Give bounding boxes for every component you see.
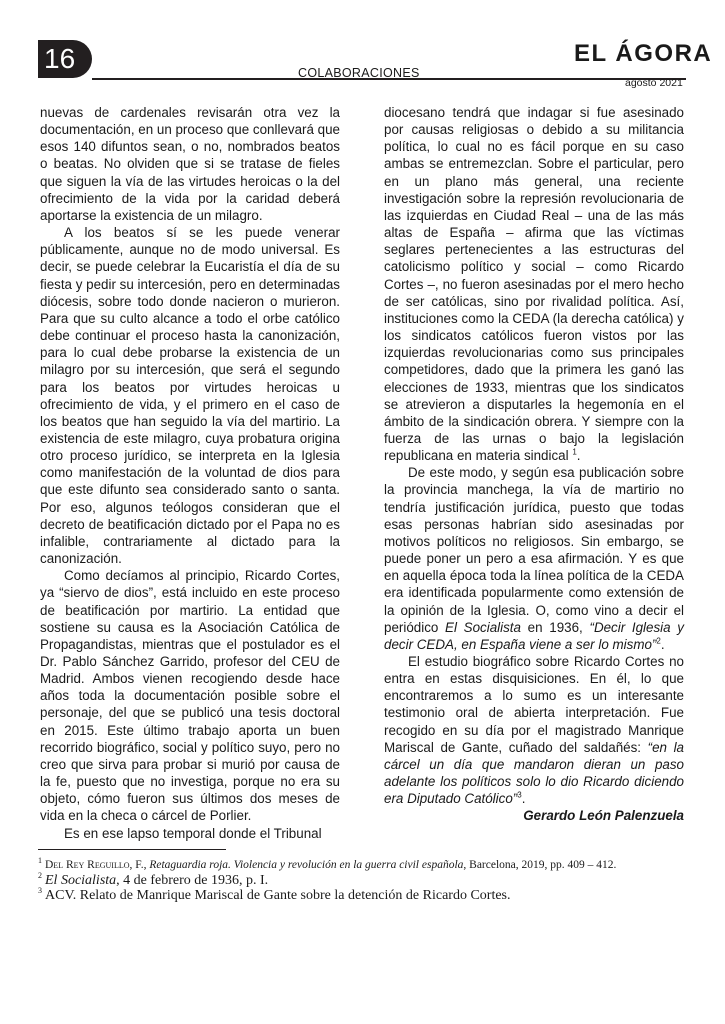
quote: “Decir Iglesia y decir CEDA, en España viene a ser lo mismo” (384, 619, 684, 652)
section-label: COLABORACIONES (298, 66, 420, 80)
footnote: $^3$ ACV. Relato de Manrique Mariscal de Gante sobre la detención de Ricardo Cortes. (38, 886, 511, 903)
footnote-rule (38, 849, 226, 850)
page-number-badge: 16 (38, 40, 92, 78)
magazine-logo: EL ÁGORA (574, 40, 713, 67)
paragraph: diocesano tendrá que indagar si fue asesinado por causas religiosas o debido a su militancia política, lo cual no es fácil porque en su caso ambas se entremezclan. Sobre el particular, pero en un plano más general, una reciente investigación sobre la represión revolucionaria de las izquierdas en Ciudad Real – una de las más altas de España – afirma que las víctimas seglares pertenecientes a las estructuras del catolicismo político y social – como Ricardo Cortes –, no fueron asesinadas por el mero hecho de ser católicas, sino por rivalidad política. Así, instituciones como la CEDA (la derecha católica) y los sindicatos católicos fueron vistos por las izquierdas revolucionarias como sus principales competidores, dado que la primera les ganó las elecciones de 1933, mientras que los sindicatos se atrevieron a disputarles la hegemonía en el ámbito de la sindicación obrera. Y siempre con la fuerza de las urnas o bajo la legislación republicana en materia sindical $^1$. (384, 105, 684, 464)
paragraph: El estudio biográfico sobre Ricardo Cortes no entra en estas disquisiciones. En él, lo que encontraremos a lo sumo es un interesante testimonio oral de abierta interpretación. Fue recogido en su día por el magistrado Manrique Mariscal de Gante, cuñado del saldañés: “en la cárcel un día que mandaron dieran un paso adelante los políticos solo lo dio Ricardo diciendo era Diputado Católico”$^3$. (384, 654, 684, 807)
footnotes (38, 858, 688, 903)
footnote-ref: 3 (517, 790, 522, 800)
paragraph: nuevas de cardenales revisarán otra vez la documentación, en un proceso que conllevará que esos 140 difuntos sean, o no, nombrados beatos o beatas. No olviden que si se tratase de fieles que siguen la vía de las virtudes heroicas o la del ofrecimiento de la vida por la caridad deberá aportarse la existencia de un milagro. (40, 105, 341, 223)
paragraph: Es en ese lapso temporal donde el Tribunal (64, 825, 322, 841)
article-right-column (384, 104, 684, 825)
footnote: $^1$ Del Rey Reguillo, F., Retaguardia roja. Violencia y revolución en la guerra civil española, Barcelona, 2019, pp. 409 – 412. (38, 856, 617, 871)
paragraph: A los beatos sí se les puede venerar públicamente, aunque no de modo universal. Es decir, se puede celebrar la Eucaristía el día de su fiesta y pedir su intercesión, pero en determinadas diócesis, sobre todo donde nacieron o murieron. Para que su culto alcance a todo el orbe católico debe continuar el proceso hasta la canonización, para lo cual debe probarse la existencia de un milagro por su intercesión, que será el segundo para los beatos por virtudes heroicas u ofrecimiento de vida, y el primero en el caso de los beatos que han seguido la vía del martirio. La existencia de este milagro, cuya probatura origina otro proceso jurídico, se interpreta en la Iglesia como manifestación de la voluntad de dios para que este difunto sea considerado santo o santa. Por eso, algunos teólogos consideran que el decreto de beatificación dictado por el Papa no es infalible, contrariamente al dictado para la canonización. (40, 225, 340, 567)
paragraph: De este modo, y según esa publicación sobre la provincia manchega, la vía de martirio no tendría justificación jurídica, puesto que todas esas personas habrían sido asesinadas por motivos políticos no religiosos. Sin embargo, se puede poner un pero a esa afirmación. Y es que en aquella época toda la línea política de la CEDA era identificada popularmente como extensión de la opinión de la Iglesia. O, como vino a decir el periódico El Socialista en 1936, “Decir Iglesia y decir CEDA, en España viene a ser lo mismo”$^2$. (384, 465, 684, 652)
newspaper-title: El Socialista (445, 619, 521, 635)
quote: “en la cárcel un día que mandaron dieran un paso adelante los políticos solo lo dio Ricardo diciendo era Diputado Católico” (384, 739, 684, 807)
article-left-column (40, 104, 340, 842)
footnote-ref: 1 (572, 447, 577, 457)
footnote-ref: 2 (656, 636, 661, 646)
article-author: Gerardo León Palenzuela (523, 808, 684, 824)
paragraph: Como decíamos al principio, Ricardo Cortes, ya “siervo de dios”, está incluido en este proceso de beatificación por martirio. La entidad que sostiene su causa es la Asociación Católica de Propagandistas, mientras que el postulador es el Dr. Pablo Sánchez Garrido, profesor del CEU de Madrid. Ambos vienen recogiendo desde hace años toda la documentación posible sobre el personaje, del que se publicó una tesis doctoral en 2015. Este último trabajo aporta un buen recorrido biográfico, social y político suyo, pero no creo que sirva para probar si murió por causa de la fe, puesto que no investiga, porque no era su objeto, cómo fueron sus últimos dos meses de vida en la checa o cárcel de Porlier. (40, 568, 340, 824)
footnote: $^2$ El Socialista, 4 de febrero de 1936, p. I. (38, 871, 269, 888)
issue-date: agosto 2021 (625, 77, 683, 89)
